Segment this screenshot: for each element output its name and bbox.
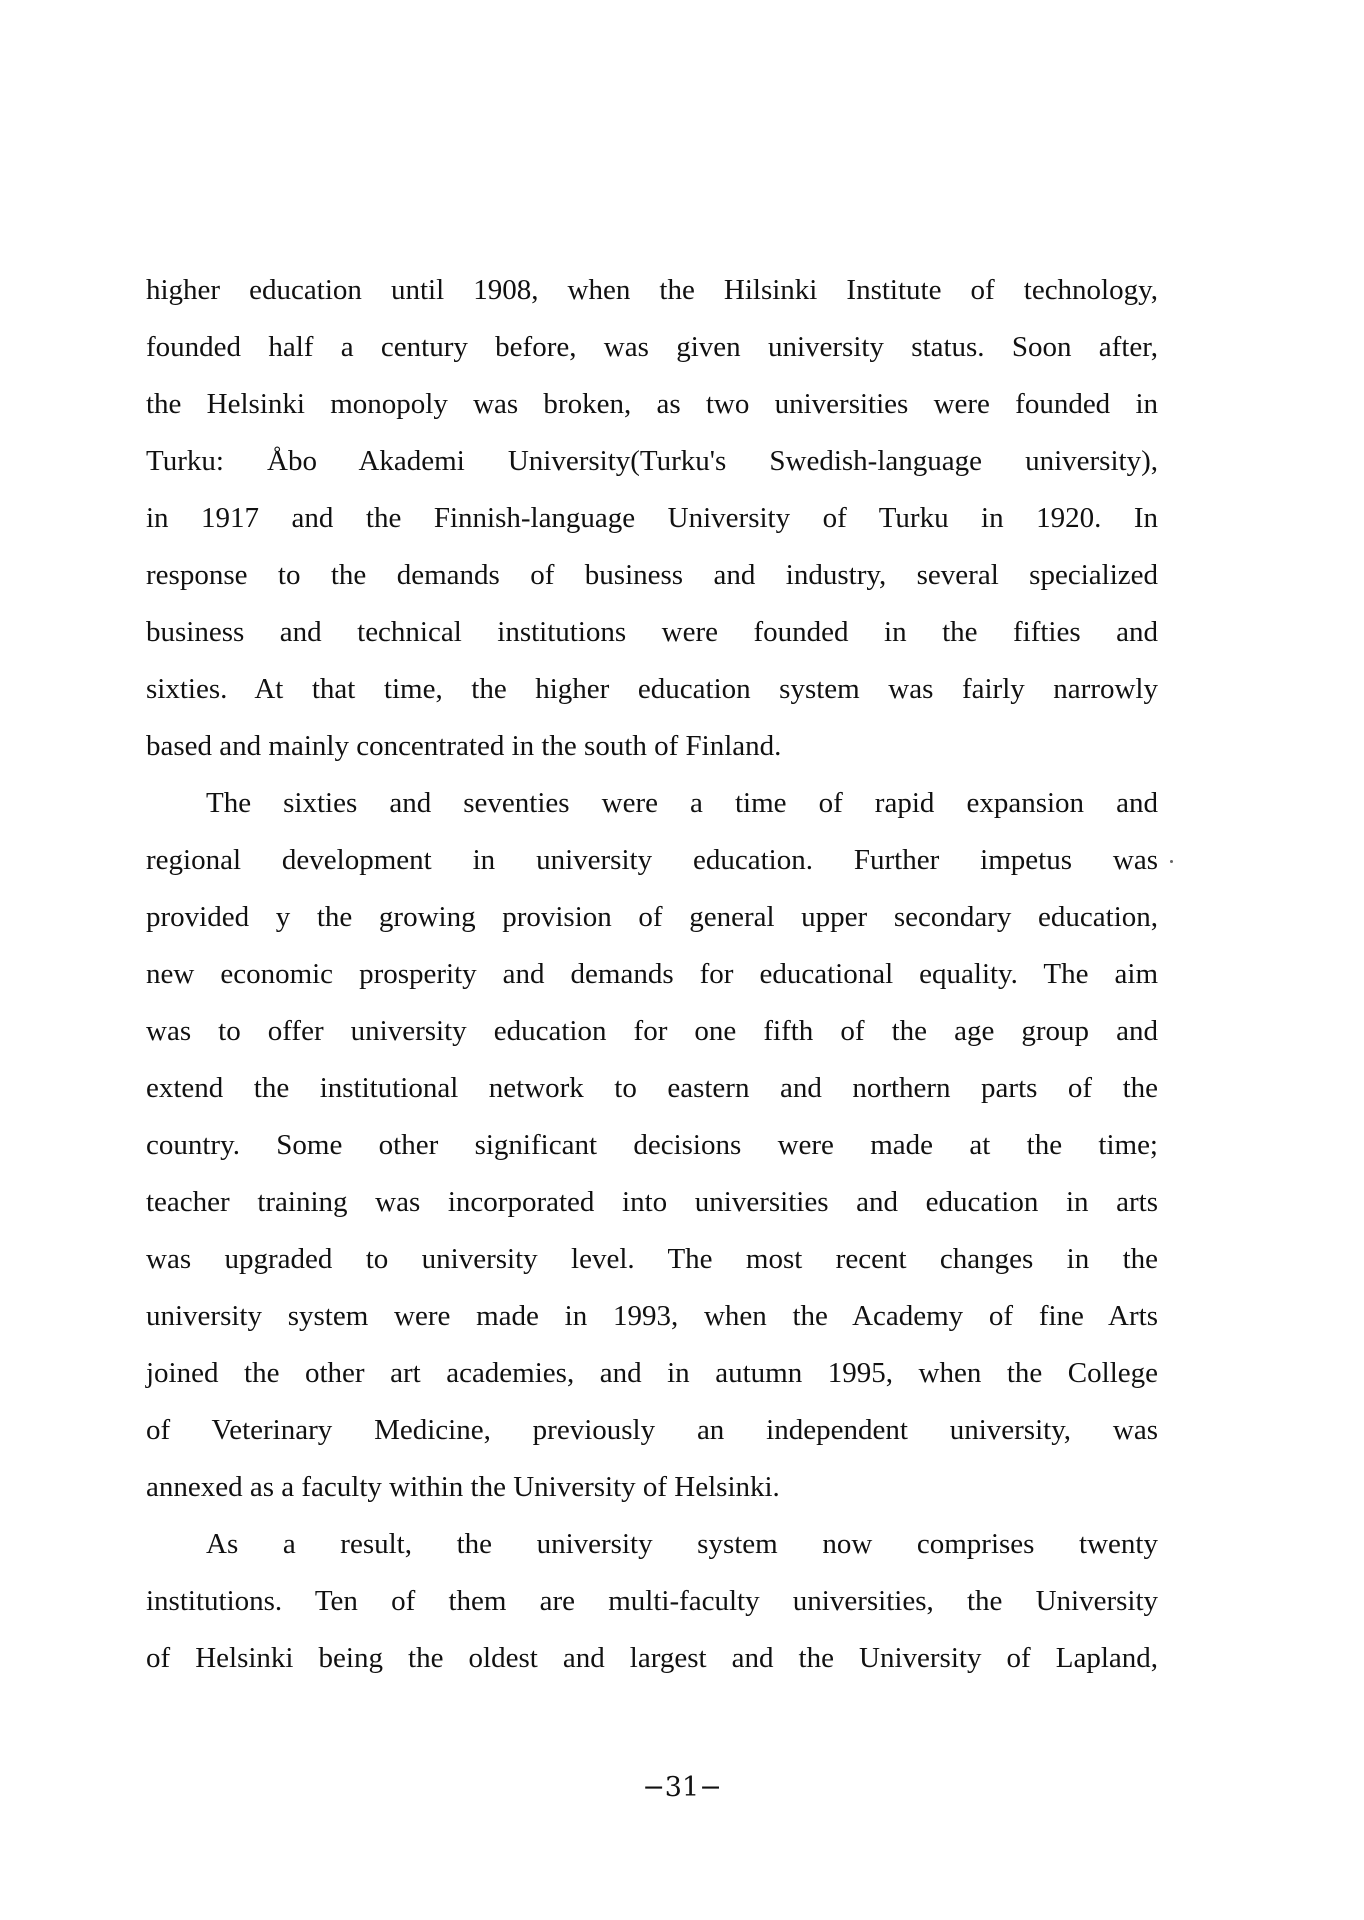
text-line: extend the institutional network to eastern and northern parts of the xyxy=(146,1072,1158,1104)
text-line: in 1917 and the Finnish-language University of Turku in 1920. In xyxy=(146,502,1158,534)
text-line: higher education until 1908, when the Hilsinki Institute of technology, xyxy=(146,274,1158,306)
text-line: country. Some other significant decisions were made at the time; xyxy=(146,1129,1158,1161)
text-line: regional development in university education. Further impetus was xyxy=(146,844,1158,876)
text-line: joined the other art academies, and in autumn 1995, when the College xyxy=(146,1357,1158,1389)
text-line: Turku: Åbo Akademi University(Turku's Swedish-language university), xyxy=(146,445,1158,477)
text-line: response to the demands of business and industry, several specialized xyxy=(146,559,1158,591)
scan-speck xyxy=(1170,860,1173,863)
text-line: As a result, the university system now comprises twenty xyxy=(206,1528,1158,1560)
text-line: teacher training was incorporated into universities and education in arts xyxy=(146,1186,1158,1218)
text-line: annexed as a faculty within the University of Helsinki. xyxy=(146,1471,780,1503)
text-line: university system were made in 1993, when the Academy of fine Arts xyxy=(146,1300,1158,1332)
text-line: of Veterinary Medicine, previously an independent university, was xyxy=(146,1414,1158,1446)
text-line: new economic prosperity and demands for educational equality. The aim xyxy=(146,958,1158,990)
text-line: The sixties and seventies were a time of rapid expansion and xyxy=(206,787,1158,819)
page-number: −31− xyxy=(642,1772,722,1803)
text-line: sixties. At that time, the higher education system was fairly narrowly xyxy=(146,673,1158,705)
text-line: based and mainly concentrated in the south of Finland. xyxy=(146,730,782,762)
text-line: was to offer university education for one fifth of the age group and xyxy=(146,1015,1158,1047)
text-line: founded half a century before, was given university status. Soon after, xyxy=(146,331,1158,363)
text-line: of Helsinki being the oldest and largest and the University of Lapland, xyxy=(146,1642,1158,1674)
text-line: provided y the growing provision of general upper secondary education, xyxy=(146,901,1158,933)
text-line: institutions. Ten of them are multi-faculty universities, the University xyxy=(146,1585,1158,1617)
text-line: the Helsinki monopoly was broken, as two universities were founded in xyxy=(146,388,1158,420)
text-line: was upgraded to university level. The most recent changes in the xyxy=(146,1243,1158,1275)
body-text xyxy=(146,262,1158,1687)
text-line: business and technical institutions were founded in the fifties and xyxy=(146,616,1158,648)
